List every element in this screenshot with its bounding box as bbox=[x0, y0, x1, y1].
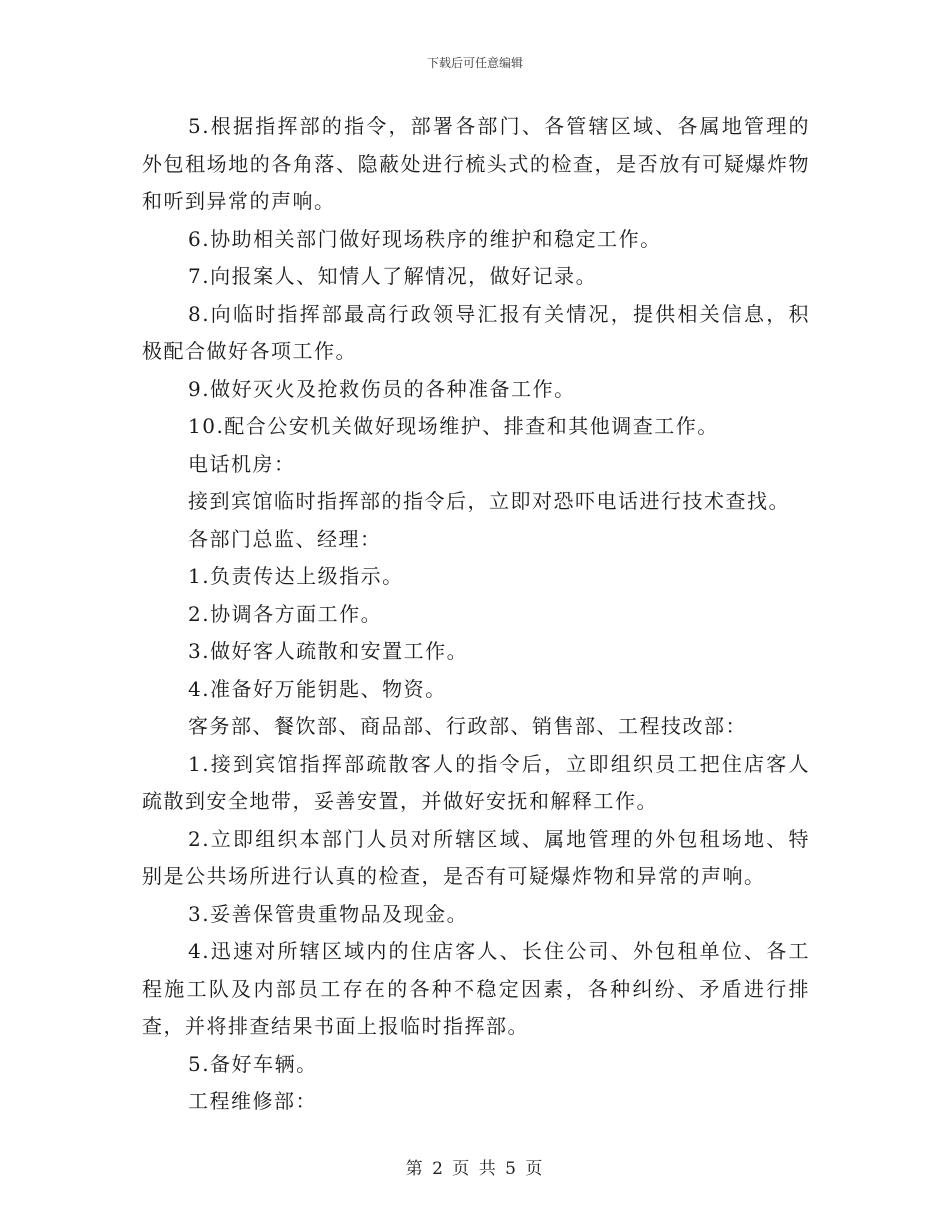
document-body bbox=[142, 108, 810, 1121]
paragraph: 5.根据指挥部的指令，部署各部门、各管辖区域、各属地管理的外包租场地的各角落、隐蔽处进行梳头式的检查，是否放有可疑爆炸物和听到异常的声响。 bbox=[142, 114, 810, 213]
paragraph: 接到宾馆临时指挥部的指令后，立即对恐吓电话进行技术查找。 bbox=[188, 489, 790, 513]
paragraph: 2.立即组织本部门人员对所辖区域、属地管理的外包租场地、特别是公共场所进行认真的检查，是否有可疑爆炸物和异常的声响。 bbox=[142, 826, 810, 888]
paragraph: 9.做好灭火及抢救伤员的各种准备工作。 bbox=[188, 376, 576, 401]
section-heading: 客务部、餐饮部、商品部、行政部、销售部、工程技改部： bbox=[188, 714, 747, 738]
paragraph: 5.备好车辆。 bbox=[188, 1051, 318, 1076]
paragraph: 8.向临时指挥部最高行政领导汇报有关情况，提供相关信息，积极配合做好各项工作。 bbox=[142, 301, 810, 363]
section-heading: 各部门总监、经理： bbox=[188, 526, 382, 551]
paragraph: 1.负责传达上级指示。 bbox=[188, 564, 404, 588]
paragraph: 10.配合公安机关做好现场维护、排查和其他调查工作。 bbox=[188, 414, 719, 438]
page-footer: 第 2 页 共 5 页 bbox=[405, 1159, 545, 1179]
paragraph: 4.准备好万能钥匙、物资。 bbox=[188, 676, 447, 701]
paragraph: 3.做好客人疏散和安置工作。 bbox=[188, 639, 469, 663]
paragraph: 4.迅速对所辖区域内的住店客人、长住公司、外包租单位、各工程施工队及内部员工存在的各种不稳定因素，各种纠纷、矛盾进行排查，并将排查结果书面上报临时指挥部。 bbox=[142, 939, 810, 1038]
section-heading: 电话机房： bbox=[188, 451, 296, 476]
section-heading: 工程维修部： bbox=[188, 1089, 317, 1113]
paragraph: 2.协调各方面工作。 bbox=[188, 601, 383, 626]
paragraph: 6.协助相关部门做好现场秩序的维护和稳定工作。 bbox=[188, 226, 662, 251]
paragraph: 1.接到宾馆指挥部疏散客人的指令后，立即组织员工把住店客人疏散到安全地带，妥善安置，并做好安抚和解释工作。 bbox=[142, 751, 810, 813]
paragraph: 7.向报案人、知情人了解情况，做好记录。 bbox=[188, 264, 598, 288]
paragraph: 3.妥善保管贵重物品及现金。 bbox=[188, 901, 469, 926]
page-header: 下载后可任意编辑 bbox=[426, 56, 523, 70]
